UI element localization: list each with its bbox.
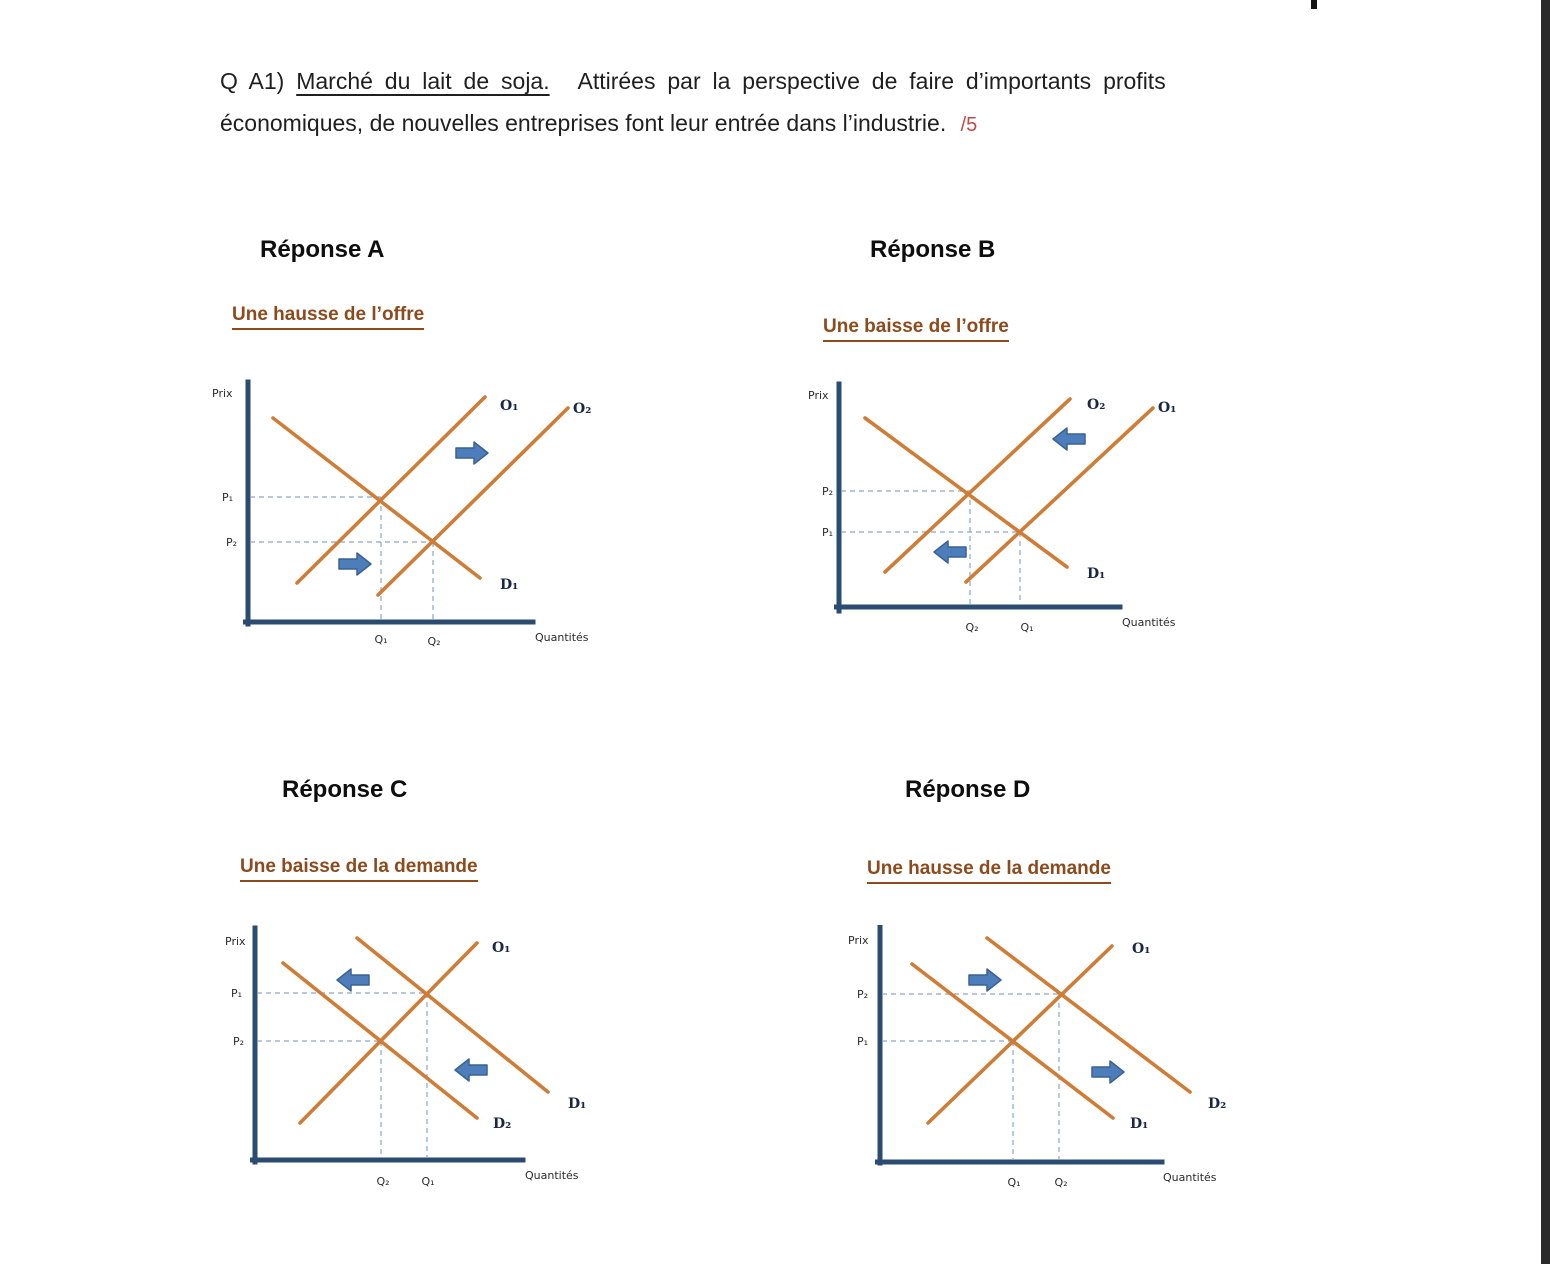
y-axis-label: Prix xyxy=(848,934,869,947)
shift-left-arrow-middle xyxy=(455,1059,487,1081)
supply-curve-o2 xyxy=(885,399,1070,572)
shift-left-arrow-top xyxy=(1053,428,1085,450)
price-label-lower: P₂ xyxy=(225,536,237,549)
quantity-label-right: Q₁ xyxy=(421,1175,435,1188)
shift-right-arrow-top xyxy=(969,969,1001,991)
demand-d1-label: D₁ xyxy=(500,577,519,593)
question-line-1 xyxy=(220,60,1328,102)
x-axis-label: Quantités xyxy=(1163,1171,1217,1184)
supply-o1-label: O₁ xyxy=(492,940,511,956)
demand-d1-label: D₁ xyxy=(1130,1116,1149,1132)
question-line-2 xyxy=(220,102,1328,146)
question-body-line1: Attirées par la perspective de faire d’importants profits xyxy=(577,68,1166,94)
answer-b-subtitle: Une baisse de l’offre xyxy=(823,316,1009,342)
price-label-lower: P₁ xyxy=(856,1035,868,1048)
screen-edge-strip xyxy=(1541,0,1550,1264)
x-axis-label: Quantités xyxy=(535,631,589,644)
answer-a-title: Réponse A xyxy=(260,236,385,263)
price-label-lower: P₂ xyxy=(232,1035,244,1048)
shift-left-arrow-bottom xyxy=(934,541,966,563)
demand-curve-d1 xyxy=(912,964,1113,1118)
x-axis-label: Quantités xyxy=(525,1169,579,1182)
quantity-label-right: Q₁ xyxy=(1020,621,1034,634)
demand-d2-label: D₂ xyxy=(1208,1096,1227,1112)
shift-right-arrow-top xyxy=(456,442,488,464)
price-label-lower: P₁ xyxy=(821,526,833,539)
x-axis-label: Quantités xyxy=(1122,616,1176,629)
answer-b-title: Réponse B xyxy=(870,236,996,263)
scan-artifact-dot xyxy=(1311,0,1317,9)
y-axis-label: Prix xyxy=(808,389,829,402)
question-market-title: Marché du lait de soja. xyxy=(296,68,550,94)
quantity-label-right: Q₂ xyxy=(1054,1176,1068,1189)
shift-right-arrow-middle xyxy=(1092,1061,1124,1083)
y-axis-label: Prix xyxy=(212,387,233,400)
answer-a-chart xyxy=(190,375,610,665)
shift-right-arrow-bottom xyxy=(339,553,371,575)
quantity-label-left: Q₂ xyxy=(965,621,979,634)
demand-d1-label: D₁ xyxy=(1087,566,1106,582)
question-text xyxy=(220,60,1328,146)
answer-d-title: Réponse D xyxy=(905,776,1031,803)
quantity-label-left: Q₂ xyxy=(376,1175,390,1188)
answer-d-subtitle: Une hausse de la demande xyxy=(867,858,1111,884)
answer-a-subtitle: Une hausse de l’offre xyxy=(232,304,424,330)
supply-o1-label: O₁ xyxy=(1132,941,1151,957)
supply-o2-label: O₂ xyxy=(1087,397,1106,413)
price-label-upper: P₂ xyxy=(821,485,833,498)
demand-d1-label: D₁ xyxy=(568,1096,587,1112)
supply-o1-label: O₁ xyxy=(1158,400,1177,416)
answer-c-chart xyxy=(200,925,620,1215)
supply-curve-o2 xyxy=(378,408,568,595)
demand-d2-label: D₂ xyxy=(493,1116,512,1132)
demand-curve-d1 xyxy=(273,418,480,578)
y-axis-label: Prix xyxy=(225,935,246,948)
price-label-upper: P₂ xyxy=(856,988,868,1001)
quantity-label-left: Q₁ xyxy=(374,633,388,646)
supply-o1-label: O₁ xyxy=(500,398,519,414)
question-body-line2: économiques, de nouvelles entreprises font leur entrée dans l’industrie. xyxy=(220,110,947,136)
demand-curve-d1 xyxy=(357,938,548,1092)
demand-curve-d2 xyxy=(987,938,1190,1092)
supply-o2-label: O₂ xyxy=(573,401,592,417)
supply-curve-o1 xyxy=(297,397,485,583)
answer-c-subtitle: Une baisse de la demande xyxy=(240,856,478,882)
quantity-label-left: Q₁ xyxy=(1007,1176,1021,1189)
question-prefix: Q A1) xyxy=(220,68,285,94)
quantity-label-right: Q₂ xyxy=(427,635,441,648)
price-label-upper: P₁ xyxy=(230,987,242,1000)
shift-left-arrow-top xyxy=(337,969,369,991)
demand-curve-d1 xyxy=(865,418,1067,567)
answer-c-title: Réponse C xyxy=(282,776,408,803)
score-badge: /5 xyxy=(960,114,978,136)
price-label-upper: P₁ xyxy=(221,491,233,504)
answer-b-chart xyxy=(790,375,1210,665)
answer-d-chart xyxy=(830,925,1260,1215)
